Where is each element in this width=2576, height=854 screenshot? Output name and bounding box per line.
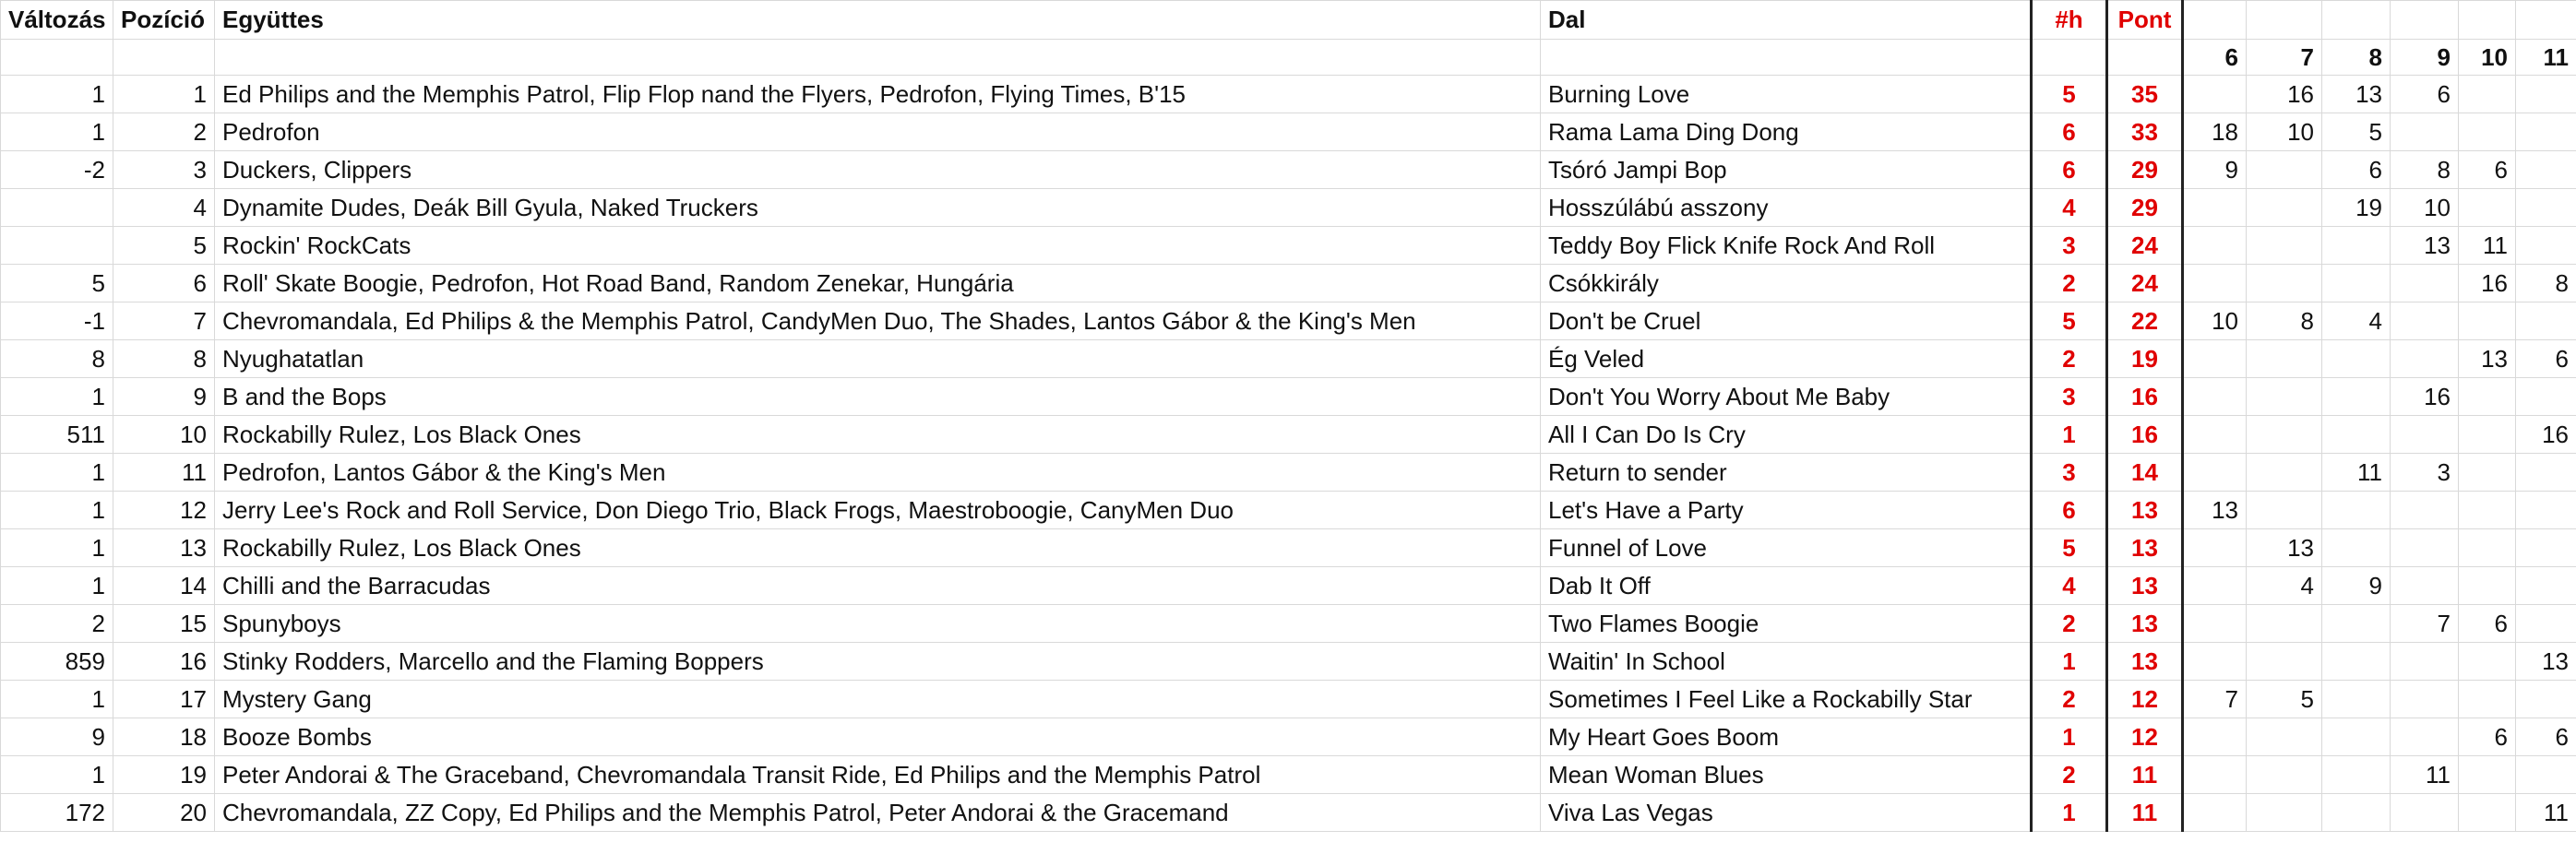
week-score-cell[interactable] [2247, 492, 2322, 529]
week-score-cell[interactable] [2322, 643, 2391, 681]
week-score-cell[interactable]: 7 [2391, 605, 2459, 643]
cell-empty[interactable] [113, 40, 215, 76]
week-score-cell[interactable]: 13 [2516, 643, 2576, 681]
song-cell[interactable]: Funnel of Love [1541, 529, 2032, 567]
week-score-cell[interactable] [2322, 265, 2391, 302]
week-score-cell[interactable] [2391, 567, 2459, 605]
artist-cell[interactable]: Rockin' RockCats [215, 227, 1541, 265]
points-cell[interactable]: 29 [2107, 189, 2183, 227]
table-row [1, 794, 2576, 832]
song-cell[interactable]: Burning Love [1541, 76, 2032, 113]
h-cell[interactable]: 1 [2032, 794, 2107, 832]
header-egyuttes[interactable]: Együttes [215, 1, 1541, 40]
song-cell[interactable]: Mean Woman Blues [1541, 756, 2032, 794]
week-score-cell[interactable] [2183, 718, 2247, 756]
week-score-cell[interactable]: 4 [2247, 567, 2322, 605]
week-score-cell[interactable]: 16 [2391, 378, 2459, 416]
week-score-cell[interactable] [2459, 113, 2516, 151]
week-score-cell[interactable] [2459, 567, 2516, 605]
week-score-cell[interactable] [2322, 794, 2391, 832]
week-score-cell[interactable]: 6 [2459, 718, 2516, 756]
week-score-cell[interactable]: 11 [2322, 454, 2391, 492]
points-cell[interactable]: 16 [2107, 416, 2183, 454]
position-cell[interactable]: 9 [113, 378, 215, 416]
cell-empty[interactable] [215, 40, 1541, 76]
table-row [1, 416, 2576, 454]
week-score-cell[interactable]: 13 [2391, 227, 2459, 265]
week-score-cell[interactable] [2183, 605, 2247, 643]
week-score-cell[interactable]: 10 [2391, 189, 2459, 227]
song-cell[interactable]: Tsóró Jampi Bop [1541, 151, 2032, 189]
week-score-cell[interactable] [2391, 416, 2459, 454]
week-score-cell[interactable] [2459, 681, 2516, 718]
h-cell[interactable]: 2 [2032, 605, 2107, 643]
points-cell[interactable]: 12 [2107, 718, 2183, 756]
position-cell[interactable]: 1 [113, 76, 215, 113]
change-cell[interactable]: 1 [1, 529, 113, 567]
position-cell[interactable]: 16 [113, 643, 215, 681]
week-score-cell[interactable]: 6 [2391, 76, 2459, 113]
song-cell[interactable]: Dab It Off [1541, 567, 2032, 605]
header-cell-empty[interactable] [2516, 1, 2576, 40]
week-score-cell[interactable] [2459, 378, 2516, 416]
week-score-cell[interactable] [2247, 643, 2322, 681]
h-cell[interactable]: 2 [2032, 681, 2107, 718]
week-score-cell[interactable] [2247, 416, 2322, 454]
table-row [1, 567, 2576, 605]
week-score-cell[interactable] [2516, 189, 2576, 227]
header-cell-empty[interactable] [2459, 1, 2516, 40]
position-cell[interactable]: 3 [113, 151, 215, 189]
h-cell[interactable]: 2 [2032, 756, 2107, 794]
week-col-6[interactable]: 6 [2183, 40, 2247, 76]
week-score-cell[interactable] [2247, 151, 2322, 189]
week-score-cell[interactable] [2391, 529, 2459, 567]
position-cell[interactable]: 6 [113, 265, 215, 302]
week-score-cell[interactable] [2322, 416, 2391, 454]
change-cell[interactable] [1, 227, 113, 265]
header-cell-empty[interactable] [2391, 1, 2459, 40]
song-cell[interactable]: My Heart Goes Boom [1541, 718, 2032, 756]
position-cell[interactable]: 13 [113, 529, 215, 567]
position-cell[interactable]: 5 [113, 227, 215, 265]
points-cell[interactable]: 33 [2107, 113, 2183, 151]
table-row [1, 718, 2576, 756]
change-cell[interactable] [1, 189, 113, 227]
h-cell[interactable]: 4 [2032, 567, 2107, 605]
header-pont[interactable]: Pont [2107, 1, 2183, 40]
position-cell[interactable]: 7 [113, 302, 215, 340]
week-score-cell[interactable] [2247, 378, 2322, 416]
artist-cell[interactable]: Peter Andorai & The Graceband, Chevromandala Transit Ride, Ed Philips and the Memphis Patrol [215, 756, 1541, 794]
week-score-cell[interactable] [2183, 567, 2247, 605]
week-score-cell[interactable]: 11 [2391, 756, 2459, 794]
points-cell[interactable]: 13 [2107, 643, 2183, 681]
points-cell[interactable]: 16 [2107, 378, 2183, 416]
change-cell[interactable]: -1 [1, 302, 113, 340]
position-cell[interactable]: 14 [113, 567, 215, 605]
change-cell[interactable]: 9 [1, 718, 113, 756]
song-cell[interactable]: Return to sender [1541, 454, 2032, 492]
week-score-cell[interactable]: 16 [2459, 265, 2516, 302]
position-cell[interactable]: 8 [113, 340, 215, 378]
week-score-cell[interactable] [2183, 643, 2247, 681]
table-row [1, 605, 2576, 643]
song-cell[interactable]: Two Flames Boogie [1541, 605, 2032, 643]
artist-cell[interactable]: Ed Philips and the Memphis Patrol, Flip Flop nand the Flyers, Pedrofon, Flying Times, B'15 [215, 76, 1541, 113]
week-score-cell[interactable] [2459, 76, 2516, 113]
artist-cell[interactable]: Pedrofon [215, 113, 1541, 151]
change-cell[interactable]: -2 [1, 151, 113, 189]
week-score-cell[interactable] [2322, 681, 2391, 718]
song-cell[interactable]: Viva Las Vegas [1541, 794, 2032, 832]
table-row [1, 151, 2576, 189]
week-score-cell[interactable] [2391, 681, 2459, 718]
header-cell-empty[interactable] [2183, 1, 2247, 40]
week-score-cell[interactable] [2459, 643, 2516, 681]
week-score-cell[interactable] [2516, 681, 2576, 718]
song-cell[interactable]: Teddy Boy Flick Knife Rock And Roll [1541, 227, 2032, 265]
points-cell[interactable]: 22 [2107, 302, 2183, 340]
points-cell[interactable]: 13 [2107, 529, 2183, 567]
week-score-cell[interactable] [2183, 378, 2247, 416]
artist-cell[interactable]: Pedrofon, Lantos Gábor & the King's Men [215, 454, 1541, 492]
h-cell[interactable]: 1 [2032, 718, 2107, 756]
change-cell[interactable]: 1 [1, 492, 113, 529]
week-score-cell[interactable]: 5 [2247, 681, 2322, 718]
week-score-cell[interactable] [2391, 492, 2459, 529]
week-score-cell[interactable] [2459, 416, 2516, 454]
table-row [1, 113, 2576, 151]
artist-cell[interactable]: Chevromandala, Ed Philips & the Memphis Patrol, CandyMen Duo, The Shades, Lantos Gábor & the King's Men [215, 302, 1541, 340]
week-score-cell[interactable] [2516, 151, 2576, 189]
artist-cell[interactable]: Dynamite Dudes, Deák Bill Gyula, Naked Truckers [215, 189, 1541, 227]
artist-cell[interactable]: Spunyboys [215, 605, 1541, 643]
h-cell[interactable]: 6 [2032, 151, 2107, 189]
song-cell[interactable]: Ég Veled [1541, 340, 2032, 378]
change-cell[interactable]: 1 [1, 76, 113, 113]
song-cell[interactable]: Don't be Cruel [1541, 302, 2032, 340]
position-cell[interactable]: 2 [113, 113, 215, 151]
song-cell[interactable]: All I Can Do Is Cry [1541, 416, 2032, 454]
h-cell[interactable]: 1 [2032, 416, 2107, 454]
change-cell[interactable]: 1 [1, 454, 113, 492]
week-score-cell[interactable]: 7 [2183, 681, 2247, 718]
change-cell[interactable]: 8 [1, 340, 113, 378]
points-cell[interactable]: 11 [2107, 756, 2183, 794]
week-score-cell[interactable]: 10 [2183, 302, 2247, 340]
week-col-7[interactable]: 7 [2247, 40, 2322, 76]
position-cell[interactable]: 17 [113, 681, 215, 718]
week-score-cell[interactable]: 6 [2516, 718, 2576, 756]
change-cell[interactable]: 1 [1, 113, 113, 151]
header-pozicio[interactable]: Pozíció [113, 1, 215, 40]
h-cell[interactable]: 5 [2032, 302, 2107, 340]
cell-empty[interactable] [1541, 40, 2032, 76]
h-cell[interactable]: 6 [2032, 113, 2107, 151]
change-cell[interactable]: 5 [1, 265, 113, 302]
position-cell[interactable]: 15 [113, 605, 215, 643]
week-score-cell[interactable] [2247, 756, 2322, 794]
week-score-cell[interactable] [2516, 302, 2576, 340]
week-score-cell[interactable] [2516, 756, 2576, 794]
points-cell[interactable]: 11 [2107, 794, 2183, 832]
song-cell[interactable]: Sometimes I Feel Like a Rockabilly Star [1541, 681, 2032, 718]
week-score-cell[interactable]: 13 [2322, 76, 2391, 113]
song-cell[interactable]: Don't You Worry About Me Baby [1541, 378, 2032, 416]
week-score-cell[interactable] [2183, 227, 2247, 265]
h-cell[interactable]: 2 [2032, 340, 2107, 378]
week-score-cell[interactable]: 6 [2459, 605, 2516, 643]
points-cell[interactable]: 13 [2107, 605, 2183, 643]
table-row [1, 454, 2576, 492]
artist-cell[interactable]: Duckers, Clippers [215, 151, 1541, 189]
artist-cell[interactable]: Chilli and the Barracudas [215, 567, 1541, 605]
cell-empty[interactable] [2107, 40, 2183, 76]
week-score-cell[interactable] [2459, 189, 2516, 227]
position-cell[interactable]: 10 [113, 416, 215, 454]
song-cell[interactable]: Waitin' In School [1541, 643, 2032, 681]
week-score-cell[interactable]: 13 [2183, 492, 2247, 529]
change-cell[interactable]: 1 [1, 567, 113, 605]
week-score-cell[interactable] [2391, 302, 2459, 340]
header-dal[interactable]: Dal [1541, 1, 2032, 40]
points-cell[interactable]: 19 [2107, 340, 2183, 378]
points-cell[interactable]: 12 [2107, 681, 2183, 718]
week-score-cell[interactable]: 10 [2247, 113, 2322, 151]
week-score-cell[interactable] [2322, 378, 2391, 416]
header-cell-empty[interactable] [2247, 1, 2322, 40]
artist-cell[interactable]: Rockabilly Rulez, Los Black Ones [215, 416, 1541, 454]
week-score-cell[interactable]: 5 [2322, 113, 2391, 151]
artist-cell[interactable]: Nyughatatlan [215, 340, 1541, 378]
week-score-cell[interactable] [2247, 265, 2322, 302]
week-score-cell[interactable] [2516, 454, 2576, 492]
week-score-cell[interactable]: 18 [2183, 113, 2247, 151]
position-cell[interactable]: 20 [113, 794, 215, 832]
artist-cell[interactable]: B and the Bops [215, 378, 1541, 416]
week-score-cell[interactable] [2322, 227, 2391, 265]
points-cell[interactable]: 13 [2107, 567, 2183, 605]
cell-empty[interactable] [2032, 40, 2107, 76]
week-score-cell[interactable] [2322, 492, 2391, 529]
table-row [1, 189, 2576, 227]
change-cell[interactable]: 511 [1, 416, 113, 454]
week-header-row [1, 40, 2576, 76]
table-row [1, 492, 2576, 529]
week-score-cell[interactable]: 8 [2247, 302, 2322, 340]
header-valtozas[interactable]: Változás [1, 1, 113, 40]
position-cell[interactable]: 12 [113, 492, 215, 529]
week-score-cell[interactable]: 13 [2459, 340, 2516, 378]
week-score-cell[interactable] [2459, 492, 2516, 529]
week-col-8[interactable]: 8 [2322, 40, 2391, 76]
week-score-cell[interactable] [2183, 529, 2247, 567]
week-score-cell[interactable]: 16 [2516, 416, 2576, 454]
h-cell[interactable]: 6 [2032, 492, 2107, 529]
week-score-cell[interactable] [2516, 567, 2576, 605]
week-score-cell[interactable]: 8 [2516, 265, 2576, 302]
cell-empty[interactable] [1, 40, 113, 76]
week-score-cell[interactable] [2247, 454, 2322, 492]
week-score-cell[interactable]: 6 [2516, 340, 2576, 378]
artist-cell[interactable]: Roll' Skate Boogie, Pedrofon, Hot Road Band, Random Zenekar, Hungária [215, 265, 1541, 302]
week-score-cell[interactable] [2391, 794, 2459, 832]
week-score-cell[interactable]: 4 [2322, 302, 2391, 340]
week-score-cell[interactable] [2322, 529, 2391, 567]
week-score-cell[interactable] [2459, 794, 2516, 832]
week-score-cell[interactable] [2391, 340, 2459, 378]
week-score-cell[interactable] [2322, 340, 2391, 378]
week-score-cell[interactable] [2516, 378, 2576, 416]
week-col-10[interactable]: 10 [2459, 40, 2516, 76]
song-cell[interactable]: Csókkirály [1541, 265, 2032, 302]
week-score-cell[interactable] [2183, 794, 2247, 832]
header-h[interactable]: #h [2032, 1, 2107, 40]
table-row [1, 756, 2576, 794]
week-score-cell[interactable] [2391, 265, 2459, 302]
week-score-cell[interactable]: 13 [2247, 529, 2322, 567]
week-score-cell[interactable]: 11 [2516, 794, 2576, 832]
week-score-cell[interactable] [2516, 605, 2576, 643]
week-score-cell[interactable] [2516, 227, 2576, 265]
header-row [1, 1, 2576, 40]
h-cell[interactable]: 4 [2032, 189, 2107, 227]
change-cell[interactable]: 1 [1, 756, 113, 794]
week-score-cell[interactable] [2516, 529, 2576, 567]
week-score-cell[interactable]: 19 [2322, 189, 2391, 227]
position-cell[interactable]: 4 [113, 189, 215, 227]
week-score-cell[interactable] [2391, 113, 2459, 151]
week-score-cell[interactable] [2391, 643, 2459, 681]
week-score-cell[interactable]: 6 [2322, 151, 2391, 189]
week-score-cell[interactable] [2183, 416, 2247, 454]
week-score-cell[interactable]: 8 [2391, 151, 2459, 189]
table-row [1, 681, 2576, 718]
change-cell[interactable]: 1 [1, 378, 113, 416]
week-score-cell[interactable] [2459, 756, 2516, 794]
table-row [1, 378, 2576, 416]
header-cell-empty[interactable] [2322, 1, 2391, 40]
artist-cell[interactable]: Rockabilly Rulez, Los Black Ones [215, 529, 1541, 567]
artist-cell[interactable]: Mystery Gang [215, 681, 1541, 718]
week-score-cell[interactable]: 9 [2322, 567, 2391, 605]
week-score-cell[interactable] [2247, 794, 2322, 832]
week-col-11[interactable]: 11 [2516, 40, 2576, 76]
week-score-cell[interactable] [2247, 189, 2322, 227]
points-cell[interactable]: 13 [2107, 492, 2183, 529]
song-cell[interactable]: Hosszúlábú asszony [1541, 189, 2032, 227]
week-score-cell[interactable]: 11 [2459, 227, 2516, 265]
week-score-cell[interactable] [2183, 189, 2247, 227]
points-cell[interactable]: 24 [2107, 227, 2183, 265]
week-score-cell[interactable]: 16 [2247, 76, 2322, 113]
points-cell[interactable]: 35 [2107, 76, 2183, 113]
week-score-cell[interactable] [2183, 454, 2247, 492]
week-score-cell[interactable] [2516, 76, 2576, 113]
table-row [1, 227, 2576, 265]
h-cell[interactable]: 1 [2032, 643, 2107, 681]
song-cell[interactable]: Let's Have a Party [1541, 492, 2032, 529]
points-cell[interactable]: 14 [2107, 454, 2183, 492]
change-cell[interactable]: 859 [1, 643, 113, 681]
week-score-cell[interactable] [2391, 718, 2459, 756]
artist-cell[interactable]: Stinky Rodders, Marcello and the Flaming Boppers [215, 643, 1541, 681]
week-score-cell[interactable] [2247, 340, 2322, 378]
week-score-cell[interactable] [2459, 529, 2516, 567]
artist-cell[interactable]: Booze Bombs [215, 718, 1541, 756]
position-cell[interactable]: 19 [113, 756, 215, 794]
h-cell[interactable]: 3 [2032, 378, 2107, 416]
h-cell[interactable]: 5 [2032, 529, 2107, 567]
table-row [1, 265, 2576, 302]
position-cell[interactable]: 18 [113, 718, 215, 756]
points-cell[interactable]: 24 [2107, 265, 2183, 302]
table-row [1, 302, 2576, 340]
week-score-cell[interactable]: 3 [2391, 454, 2459, 492]
week-score-cell[interactable] [2459, 454, 2516, 492]
artist-cell[interactable]: Jerry Lee's Rock and Roll Service, Don Diego Trio, Black Frogs, Maestroboogie, CanyMen Duo [215, 492, 1541, 529]
artist-cell[interactable]: Chevromandala, ZZ Copy, Ed Philips and the Memphis Patrol, Peter Andorai & the Gracemand [215, 794, 1541, 832]
week-score-cell[interactable] [2247, 227, 2322, 265]
h-cell[interactable]: 2 [2032, 265, 2107, 302]
table-row [1, 76, 2576, 113]
table-row [1, 643, 2576, 681]
week-score-cell[interactable] [2183, 756, 2247, 794]
week-score-cell[interactable] [2247, 718, 2322, 756]
week-score-cell[interactable]: 9 [2183, 151, 2247, 189]
position-cell[interactable]: 11 [113, 454, 215, 492]
week-score-cell[interactable] [2322, 605, 2391, 643]
table-row [1, 529, 2576, 567]
week-score-cell[interactable] [2516, 492, 2576, 529]
h-cell[interactable]: 5 [2032, 76, 2107, 113]
week-score-cell[interactable] [2516, 113, 2576, 151]
change-cell[interactable]: 172 [1, 794, 113, 832]
week-score-cell[interactable] [2322, 756, 2391, 794]
week-score-cell[interactable] [2183, 76, 2247, 113]
table-row [1, 340, 2576, 378]
week-score-cell[interactable] [2459, 302, 2516, 340]
week-score-cell[interactable] [2183, 265, 2247, 302]
week-score-cell[interactable] [2183, 340, 2247, 378]
h-cell[interactable]: 3 [2032, 454, 2107, 492]
song-cell[interactable]: Rama Lama Ding Dong [1541, 113, 2032, 151]
points-cell[interactable]: 29 [2107, 151, 2183, 189]
change-cell[interactable]: 2 [1, 605, 113, 643]
change-cell[interactable]: 1 [1, 681, 113, 718]
week-score-cell[interactable] [2247, 605, 2322, 643]
h-cell[interactable]: 3 [2032, 227, 2107, 265]
week-score-cell[interactable] [2322, 718, 2391, 756]
week-col-9[interactable]: 9 [2391, 40, 2459, 76]
week-score-cell[interactable]: 6 [2459, 151, 2516, 189]
